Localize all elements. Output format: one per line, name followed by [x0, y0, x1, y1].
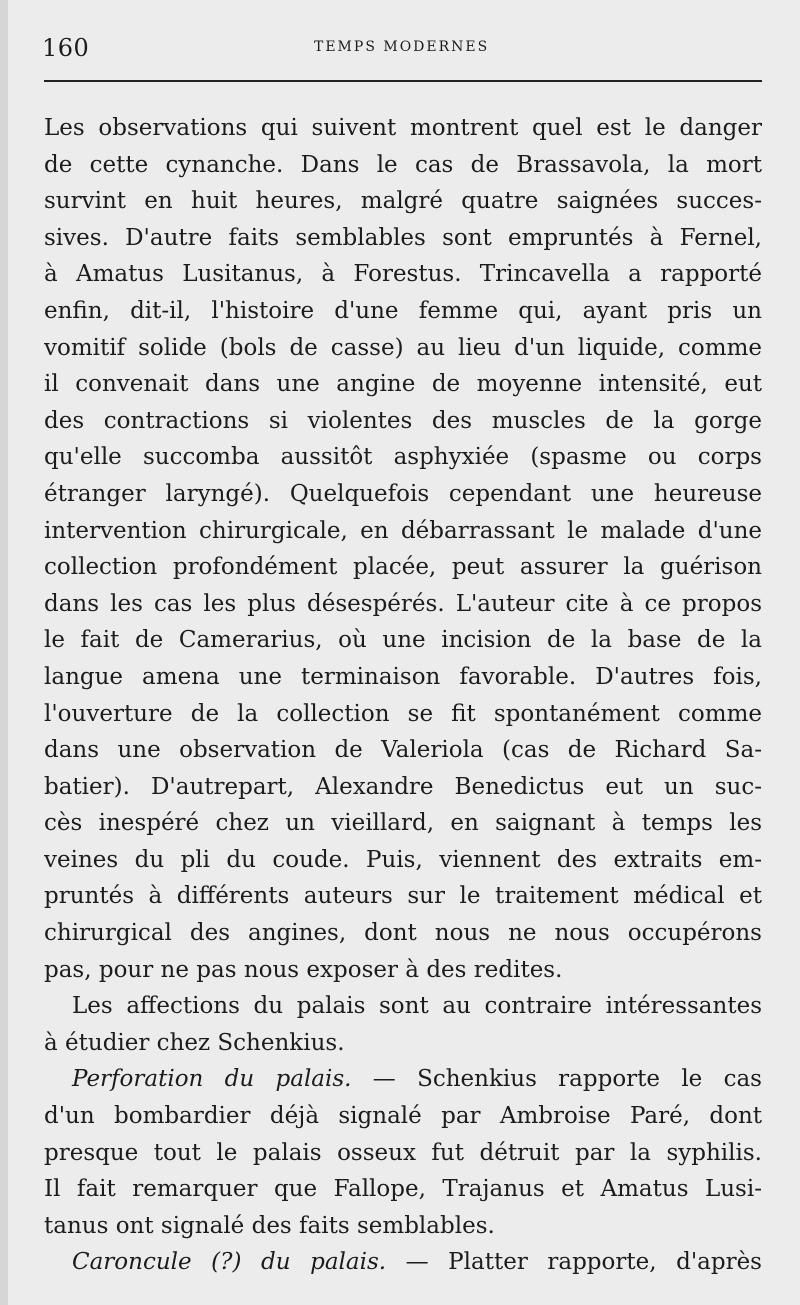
- text-line: le fait de Camerarius, où une incision de la base de la: [44, 627, 762, 654]
- text-line: Les observations qui suivent montrent quel est le danger: [44, 115, 762, 141]
- page-header: [42, 32, 762, 68]
- text-line: l'ouverture de la collection se fit spontanément comme: [44, 700, 762, 727]
- text-line: collection profondément placée, peut assurer la guérison: [44, 554, 762, 581]
- section-heading-line: Perforation du palais. — Schenkius rapporte le cas: [72, 1066, 762, 1093]
- header-rule: [44, 80, 762, 82]
- section-heading-perforation: Perforation du palais.: [72, 1066, 352, 1093]
- section-heading-line: Caroncule (?) du palais. — Platter rapporte, d'après: [72, 1249, 762, 1276]
- text-line: d'un bombardier déjà signalé par Ambroise Paré, dont: [44, 1103, 762, 1130]
- text-line: vomitif solide (bols de casse) au lieu d'un liquide, comme: [44, 334, 762, 361]
- text-line: cès inespéré chez un vieillard, en saignant à temps les: [44, 810, 762, 837]
- text-line: des contractions si violentes des muscles de la gorge: [44, 407, 762, 434]
- section-heading-caroncule: Caroncule (?) du palais.: [72, 1249, 387, 1276]
- page-edge: [0, 0, 8, 1305]
- text-line: batier). D'autrepart, Alexandre Benedictus eut un suc-: [44, 773, 762, 800]
- text-line: il convenait dans une angine de moyenne intensité, eut: [44, 371, 762, 398]
- text-line: tanus ont signalé des faits semblables.: [44, 1212, 495, 1239]
- text-line: langue amena une terminaison favorable. D'autres fois,: [44, 663, 762, 690]
- text-line: étranger laryngé). Quelquefois cependant une heureuse: [44, 480, 762, 507]
- running-title: TEMPS MODERNES: [314, 39, 490, 55]
- text-line: presque tout le palais osseux fut détruit par la syphilis.: [44, 1139, 762, 1166]
- text-line: veines du pli du coude. Puis, viennent des extraits em-: [44, 846, 762, 873]
- text-line: à Amatus Lusitanus, à Forestus. Trincavella a rapporté: [44, 261, 762, 288]
- page-body: [44, 110, 762, 1281]
- page-number: 160: [42, 34, 90, 62]
- text-line: Il fait remarquer que Fallope, Trajanus et Amatus Lusi-: [44, 1176, 762, 1203]
- text-line: à étudier chez Schenkius.: [44, 1029, 345, 1056]
- text-line: dans une observation de Valeriola (cas de Richard Sa-: [44, 737, 762, 764]
- text-line: pas, pour ne pas nous exposer à des redites.: [44, 956, 563, 983]
- text-line: survint en huit heures, malgré quatre saignées succes-: [44, 188, 762, 215]
- text-line: Les affections du palais sont au contraire intéressantes: [72, 993, 762, 1020]
- text-line: chirurgical des angines, dont nous ne nous occupérons: [44, 920, 762, 947]
- text-line: dans les cas les plus désespérés. L'auteur cite à ce propos: [44, 590, 762, 617]
- text-line: intervention chirurgicale, en débarrassant le malade d'une: [44, 517, 762, 544]
- text-line: de cette cynanche. Dans le cas de Brassavola, la mort: [44, 151, 762, 178]
- text-line: pruntés à différents auteurs sur le traitement médical et: [44, 883, 762, 910]
- text-line: qu'elle succomba aussitôt asphyxiée (spasme ou corps: [44, 444, 762, 471]
- text-line: enfin, dit-il, l'histoire d'une femme qui, ayant pris un: [44, 297, 762, 324]
- text-line: sives. D'autre faits semblables sont empruntés à Fernel,: [44, 224, 762, 251]
